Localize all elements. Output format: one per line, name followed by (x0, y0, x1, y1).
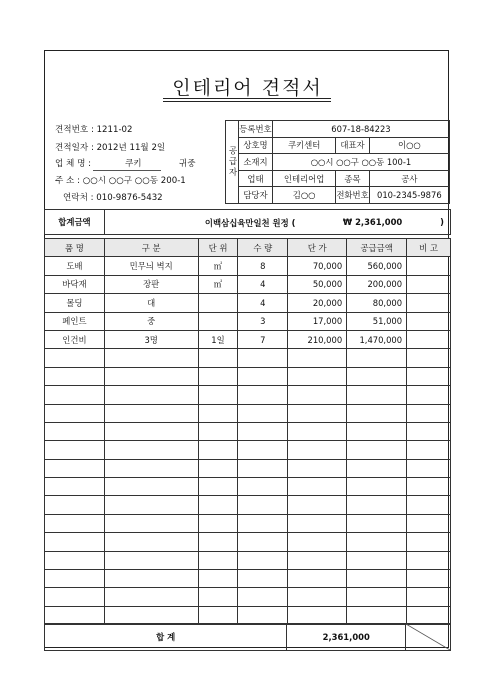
cell-empty (104, 496, 198, 514)
header-item: 품 명 (45, 239, 105, 257)
cell-empty (407, 478, 451, 496)
cell-empty (198, 349, 238, 367)
business-label: 업태 (239, 170, 273, 187)
cell-quantity: 4 (238, 294, 288, 312)
cell-empty (198, 588, 238, 606)
supplier-address-value: ○○시 ○○구 ○○동 100-1 (272, 154, 449, 171)
cell-empty (238, 367, 288, 385)
estimate-date-label: 견적일자 : (55, 143, 94, 153)
cell-empty (288, 606, 347, 624)
cell-empty (45, 588, 105, 606)
header-unit-price: 단 가 (288, 239, 347, 257)
cell-empty (347, 551, 407, 569)
estimate-date-value: 2012년 11월 2일 (96, 143, 166, 153)
client-name: 쿠키 (125, 159, 142, 169)
category-value: 공사 (369, 170, 449, 187)
cell-empty (45, 606, 105, 624)
cell-empty (407, 551, 451, 569)
cell-empty (238, 533, 288, 551)
cell-empty (45, 478, 105, 496)
cell-empty (347, 496, 407, 514)
cell-supply-amount: 560,000 (347, 257, 407, 275)
cell-empty (238, 459, 288, 477)
cell-unit (198, 294, 238, 312)
cell-quantity: 8 (238, 257, 288, 275)
cell-quantity: 3 (238, 312, 288, 330)
cell-empty (407, 570, 451, 588)
cell-empty (104, 606, 198, 624)
supplier-side-label: 공급자 (226, 121, 239, 204)
title-underline-bottom (163, 101, 331, 102)
estimate-number-value: 1211-02 (96, 125, 133, 135)
cell-empty (288, 514, 347, 532)
table-row-empty (45, 367, 451, 385)
company-label: 상호명 (239, 137, 273, 154)
table-row (45, 312, 451, 330)
table-row-empty (45, 570, 451, 588)
cell-category: 민무늬 벽지 (104, 257, 198, 275)
cell-empty (104, 404, 198, 422)
table-row (45, 330, 451, 348)
cell-empty (347, 386, 407, 404)
cell-empty (198, 570, 238, 588)
cell-empty (238, 441, 288, 459)
header-supply-amount: 공급금액 (347, 239, 407, 257)
sum-note-cell (405, 624, 450, 651)
cell-empty (407, 404, 451, 422)
cell-empty (104, 459, 198, 477)
cell-item: 페인트 (45, 312, 105, 330)
cell-empty (238, 570, 288, 588)
address-label: 주 소 : (55, 176, 80, 186)
total-amount-cell (104, 210, 450, 235)
cell-empty (104, 588, 198, 606)
cell-empty (45, 404, 105, 422)
estimate-number-label: 견적번호 : (55, 125, 94, 135)
company-value: 쿠키센터 (272, 137, 335, 154)
cell-empty (288, 588, 347, 606)
ceo-value: 이○○ (369, 137, 449, 154)
cell-empty (347, 367, 407, 385)
estimate-number-row (55, 123, 133, 135)
cell-item: 인건비 (45, 330, 105, 348)
table-row-empty (45, 588, 451, 606)
sum-label: 합 계 (45, 624, 287, 651)
total-amount-value: ₩ 2,361,000 (342, 217, 403, 227)
supplier-address-label: 소재지 (239, 154, 273, 171)
cell-category: 3명 (104, 330, 198, 348)
reg-no-label: 등록번호 (239, 121, 273, 138)
table-row-empty (45, 386, 451, 404)
cell-supply-amount: 1,470,000 (347, 330, 407, 348)
cell-empty (238, 478, 288, 496)
cell-empty (347, 349, 407, 367)
table-row-empty (45, 404, 451, 422)
page-title: 인테리어 견적서 (172, 77, 323, 99)
cell-empty (45, 514, 105, 532)
cell-quantity: 4 (238, 275, 288, 293)
total-amount-label: 합계금액 (45, 210, 105, 235)
cell-item: 바닥재 (45, 275, 105, 293)
cell-empty (104, 349, 198, 367)
cell-empty (238, 588, 288, 606)
cell-empty (238, 349, 288, 367)
contact-row (63, 191, 163, 203)
sum-table (44, 623, 451, 651)
cell-empty (347, 404, 407, 422)
cell-empty (347, 570, 407, 588)
cell-empty (104, 422, 198, 440)
cell-item: 도배 (45, 257, 105, 275)
cell-empty (198, 533, 238, 551)
phone-value: 010-2345-9876 (369, 187, 449, 204)
client-row (55, 157, 225, 169)
cell-supply-amount: 80,000 (347, 294, 407, 312)
cell-empty (288, 496, 347, 514)
cell-supply-amount: 200,000 (347, 275, 407, 293)
header-quantity: 수 량 (238, 239, 288, 257)
title-underline-top (163, 98, 331, 99)
cell-empty (45, 496, 105, 514)
cell-unit: ㎡ (198, 257, 238, 275)
cell-empty (347, 441, 407, 459)
cell-empty (45, 533, 105, 551)
cell-empty (288, 422, 347, 440)
cell-note (407, 257, 451, 275)
cell-empty (104, 386, 198, 404)
cell-empty (198, 441, 238, 459)
table-row-empty (45, 606, 451, 624)
table-row-empty (45, 533, 451, 551)
cell-empty (198, 459, 238, 477)
cell-empty (238, 606, 288, 624)
cell-empty (407, 588, 451, 606)
cell-empty (238, 551, 288, 569)
client-suffix: 귀중 (179, 159, 196, 169)
cell-empty (198, 386, 238, 404)
table-row-empty (45, 422, 451, 440)
cell-empty (45, 349, 105, 367)
cell-unit-price: 17,000 (288, 312, 347, 330)
cell-empty (407, 514, 451, 532)
cell-category: 중 (104, 312, 198, 330)
cell-empty (45, 367, 105, 385)
table-row-empty (45, 514, 451, 532)
ceo-label: 대표자 (336, 137, 369, 154)
category-label: 종목 (336, 170, 369, 187)
sum-value: 2,361,000 (287, 624, 406, 651)
cell-empty (45, 422, 105, 440)
cell-empty (288, 551, 347, 569)
contact-label: 연락처 : (63, 193, 94, 203)
cell-empty (238, 422, 288, 440)
header-unit: 단 위 (198, 239, 238, 257)
table-row (45, 257, 451, 275)
cell-empty (45, 551, 105, 569)
client-underline (93, 170, 161, 171)
cell-empty (288, 349, 347, 367)
table-row-empty (45, 349, 451, 367)
client-label: 업 체 명 : (55, 159, 91, 169)
address-row (55, 174, 186, 186)
cell-empty (198, 606, 238, 624)
table-row-empty (45, 496, 451, 514)
items-body (45, 257, 451, 625)
cell-empty (407, 459, 451, 477)
cell-empty (198, 478, 238, 496)
cell-empty (347, 514, 407, 532)
cell-empty (238, 404, 288, 422)
cell-empty (198, 514, 238, 532)
supplier-table (225, 120, 450, 204)
cell-empty (288, 367, 347, 385)
estimate-date-row (55, 141, 165, 153)
table-row (45, 275, 451, 293)
cell-empty (347, 422, 407, 440)
cell-empty (347, 533, 407, 551)
cell-empty (347, 606, 407, 624)
cell-note (407, 275, 451, 293)
cell-empty (198, 422, 238, 440)
cell-empty (45, 459, 105, 477)
cell-note (407, 330, 451, 348)
cell-unit (198, 312, 238, 330)
cell-empty (104, 533, 198, 551)
cell-category: 장판 (104, 275, 198, 293)
cell-empty (288, 386, 347, 404)
cell-empty (288, 533, 347, 551)
cell-empty (238, 386, 288, 404)
cell-empty (198, 496, 238, 514)
header-category: 구 분 (104, 239, 198, 257)
address-value: ○○시 ○○구 ○○동 200-1 (82, 176, 186, 186)
manager-label: 담당자 (239, 187, 273, 204)
cell-note (407, 312, 451, 330)
cell-empty (238, 496, 288, 514)
cell-item: 몰딩 (45, 294, 105, 312)
table-row (45, 294, 451, 312)
table-row-empty (45, 478, 451, 496)
cell-empty (407, 386, 451, 404)
items-table (44, 238, 451, 625)
cell-empty (104, 551, 198, 569)
cell-empty (407, 349, 451, 367)
cell-empty (347, 459, 407, 477)
cell-empty (238, 514, 288, 532)
estimate-sheet (44, 50, 449, 648)
cell-empty (407, 496, 451, 514)
cell-note (407, 294, 451, 312)
cell-empty (288, 478, 347, 496)
cell-empty (288, 404, 347, 422)
table-row-empty (45, 551, 451, 569)
cell-empty (45, 570, 105, 588)
cell-empty (288, 459, 347, 477)
cell-empty (104, 514, 198, 532)
total-amount-text: 이백삼십육만일천 원정 ( (204, 218, 296, 228)
cell-empty (407, 606, 451, 624)
cell-unit-price: 70,000 (288, 257, 347, 275)
cell-empty (45, 386, 105, 404)
cell-empty (45, 441, 105, 459)
phone-label: 전화번호 (336, 187, 369, 204)
cell-unit-price: 210,000 (288, 330, 347, 348)
table-row-empty (45, 459, 451, 477)
cell-empty (288, 441, 347, 459)
total-amount-close: ) (440, 217, 444, 227)
cell-unit: 1일 (198, 330, 238, 348)
cell-empty (104, 441, 198, 459)
contact-value: 010-9876-5432 (96, 193, 163, 203)
cell-empty (198, 367, 238, 385)
cell-empty (198, 404, 238, 422)
cell-quantity: 7 (238, 330, 288, 348)
cell-empty (407, 533, 451, 551)
cell-unit-price: 20,000 (288, 294, 347, 312)
business-value: 인테리어업 (272, 170, 335, 187)
cell-empty (288, 570, 347, 588)
total-amount-table (44, 209, 451, 235)
cell-empty (104, 570, 198, 588)
cell-empty (347, 478, 407, 496)
cell-empty (407, 441, 451, 459)
cell-empty (104, 478, 198, 496)
header-note: 비 고 (407, 239, 451, 257)
manager-value: 김○○ (272, 187, 335, 204)
cell-empty (407, 367, 451, 385)
cell-empty (347, 588, 407, 606)
diagonal-line-icon (406, 624, 450, 650)
cell-category: 대 (104, 294, 198, 312)
cell-unit-price: 50,000 (288, 275, 347, 293)
reg-no-value: 607-18-84223 (272, 121, 449, 138)
table-row-empty (45, 441, 451, 459)
cell-empty (104, 367, 198, 385)
cell-empty (407, 422, 451, 440)
cell-unit: ㎡ (198, 275, 238, 293)
cell-empty (198, 551, 238, 569)
cell-supply-amount: 51,000 (347, 312, 407, 330)
items-header-row (45, 239, 451, 257)
